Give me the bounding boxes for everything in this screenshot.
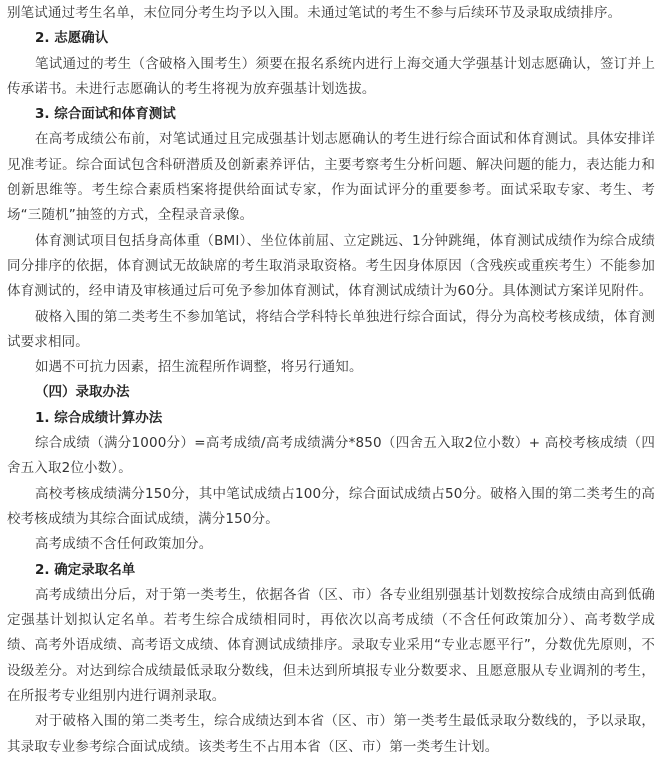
paragraph-first-category-admission: 高考成绩出分后，对于第一类考生，依据各省（区、市）各专业组别强基计划数按综合成绩由高到低确定强基计划拟认定名单。若考生综合成绩相同时，再依次以高考成绩（不含任何政策加分）、高考数学成绩、高考外语成绩、高考语文成绩、体育测试成绩排序。录取专业采用“专业志愿平行”，分数优先原则，不设级差分。对达到综合成绩最低录取分数线，但未达到所填报专业分数要求、且愿意服从专业调剂的考生，在所报考专业组别内进行调剂录取。	[7, 586, 655, 705]
paragraph-volunteer-confirmation: 笔试通过的考生（含破格入围考生）须要在报名系统内进行上海交通大学强基计划志愿确认，签订并上传承诺书。未进行志愿确认的考生将视为放弃强基计划选拔。	[7, 55, 655, 97]
paragraph-pe-test: 体育测试项目包括身高体重（BMI）、坐位体前屈、立定跳远、1分钟跳绳，体育测试成绩作为综合成绩同分排序的依据，体育测试无故缺席的考生取消录取资格。考生因身体原因（含残疾或重疾考生）不能参加体育测试的，经申请及审核通过后可免予参加体育测试，体育测试成绩计为60分。具体测试方案详见附件。	[7, 232, 655, 300]
paragraph-second-category-admission: 对于破格入围的第二类考生，综合成绩达到本省（区、市）第一类考生最低录取分数线的，予以录取，其录取专业参考综合面试成绩。该类考生不占用本省（区、市）第一类考生计划。	[7, 713, 655, 755]
heading-admission-method: （四）录取办法	[35, 384, 130, 401]
paragraph-exceptional-candidates: 破格入围的第二类考生不参加笔试，将结合学科特长单独进行综合面试，得分为高校考核成绩，体育测试要求相同。	[7, 308, 655, 350]
paragraph-assessment-score: 高校考核成绩满分150分，其中笔试成绩占100分，综合面试成绩占50分。破格入围的第二类考生的高校考核成绩为其综合面试成绩，满分150分。	[7, 485, 655, 527]
paragraph-force-majeure: 如遇不可抗力因素，招生流程所作调整，将另行通知。	[35, 359, 363, 376]
heading-volunteer-confirmation: 2. 志愿确认	[35, 30, 109, 47]
heading-score-calculation: 1. 综合成绩计算办法	[35, 409, 163, 426]
paragraph-no-bonus-points: 高考成绩不含任何政策加分。	[35, 536, 213, 553]
paragraph-score-formula: 综合成绩（满分1000分）=高考成绩/高考成绩满分*850（四舍五入取2位小数）+ 高校考核成绩（四舍五入取2位小数）。	[7, 435, 655, 477]
heading-interview-and-pe-test: 3. 综合面试和体育测试	[35, 106, 176, 123]
paragraph-interview: 在高考成绩公布前，对笔试通过且完成强基计划志愿确认的考生进行综合面试和体育测试。具体安排详见准考证。综合面试包含科研潜质及创新素养评估，主要考察考生分析问题、解决问题的能力，表达能力和创新思维等。考生综合素质档案将提供给面试专家，作为面试评分的重要参考。面试采取专家、考生、考场“三随机”抽签的方式，全程录音录像。	[7, 131, 655, 224]
paragraph-written-test-result: 别笔试通过考生名单，末位同分考生均予以入围。未通过笔试的考生不参与后续环节及录取成绩排序。	[7, 5, 622, 21]
document-body	[7, 1, 655, 760]
heading-admission-list: 2. 确定录取名单	[35, 561, 136, 578]
